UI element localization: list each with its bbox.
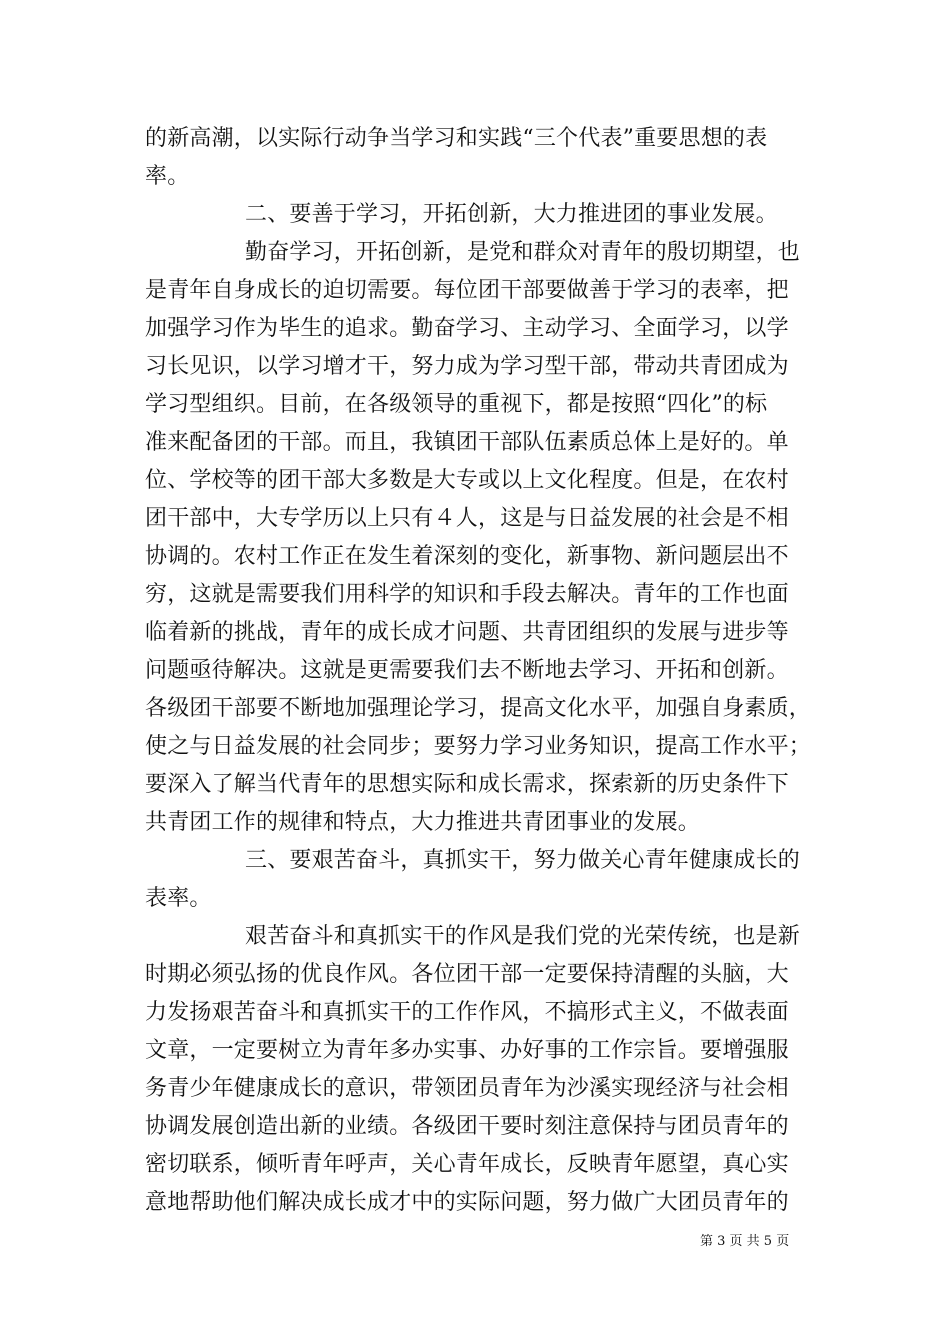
text-line: 习长见识，以学习增才干，努力成为学习型干部，带动共青团成为: [145, 354, 789, 379]
text-line: 艰苦奋斗和真抓实干的作风是我们党的光荣传统，也是新: [245, 924, 801, 949]
text-line: 的新高潮，以实际行动争当学习和实践“三个代表”重要思想的表: [145, 126, 768, 151]
text-line: 时期必须弘扬的优良作风。各位团干部一定要保持清醒的头脑，大: [145, 962, 789, 987]
page-number-footer: 第 3 页 共 5 页: [700, 1234, 790, 1249]
text-line: 协调发展创造出新的业绩。各级团干要时刻注意保持与团员青年的: [145, 1114, 789, 1139]
text-line: 协调的。农村工作正在发生着深刻的变化，新事物、新问题层出不: [145, 544, 789, 569]
text-line: 团干部中，大专学历以上只有４人，这是与日益发展的社会是不相: [145, 506, 789, 531]
text-line: 力发扬艰苦奋斗和真抓实干的工作作风，不搞形式主义，不做表面: [145, 1000, 789, 1025]
text-line: 是青年自身成长的迫切需要。每位团干部要做善于学习的表率，把: [145, 278, 789, 303]
text-line: 学习型组织。目前，在各级领导的重视下，都是按照“四化”的标: [145, 392, 768, 417]
text-line: 要深入了解当代青年的思想实际和成长需求，探索新的历史条件下: [145, 772, 789, 797]
text-line: 临着新的挑战，青年的成长成才问题、共青团组织的发展与进步等: [145, 620, 789, 645]
text-line: 共青团工作的规律和特点，大力推进共青团事业的发展。: [145, 810, 701, 835]
text-line: 表率。: [145, 886, 212, 911]
section-heading-2: 二、要善于学习，开拓创新，大力推进团的事业发展。: [245, 202, 778, 227]
text-line: 加强学习作为毕生的追求。勤奋学习、主动学习、全面学习，以学: [145, 316, 789, 341]
text-line: 意地帮助他们解决成长成才中的实际问题，努力做广大团员青年的: [145, 1190, 789, 1215]
text-line: 位、学校等的团干部大多数是大专或以上文化程度。但是，在农村: [145, 468, 789, 493]
text-line: 率。: [145, 164, 190, 189]
text-line: 务青少年健康成长的意识，带领团员青年为沙溪实现经济与社会相: [145, 1076, 789, 1101]
text-line: 使之与日益发展的社会同步；要努力学习业务知识，提高工作水平；: [145, 734, 812, 759]
text-line: 各级团干部要不断地加强理论学习，提高文化水平，加强自身素质，: [145, 696, 812, 721]
text-line: 密切联系，倾听青年呼声，关心青年成长，反映青年愿望，真心实: [145, 1152, 789, 1177]
text-line: 文章，一定要树立为青年多办实事、办好事的工作宗旨。要增强服: [145, 1038, 789, 1063]
text-line: 问题亟待解决。这就是更需要我们去不断地去学习、开拓和创新。: [145, 658, 789, 683]
text-line: 穷，这就是需要我们用科学的知识和手段去解决。青年的工作也面: [145, 582, 789, 607]
text-line: 准来配备团的干部。而且，我镇团干部队伍素质总体上是好的。单: [145, 430, 789, 455]
section-heading-3: 三、要艰苦奋斗，真抓实干，努力做关心青年健康成长的: [245, 848, 801, 873]
text-line: 勤奋学习，开拓创新，是党和群众对青年的殷切期望，也: [245, 240, 801, 265]
